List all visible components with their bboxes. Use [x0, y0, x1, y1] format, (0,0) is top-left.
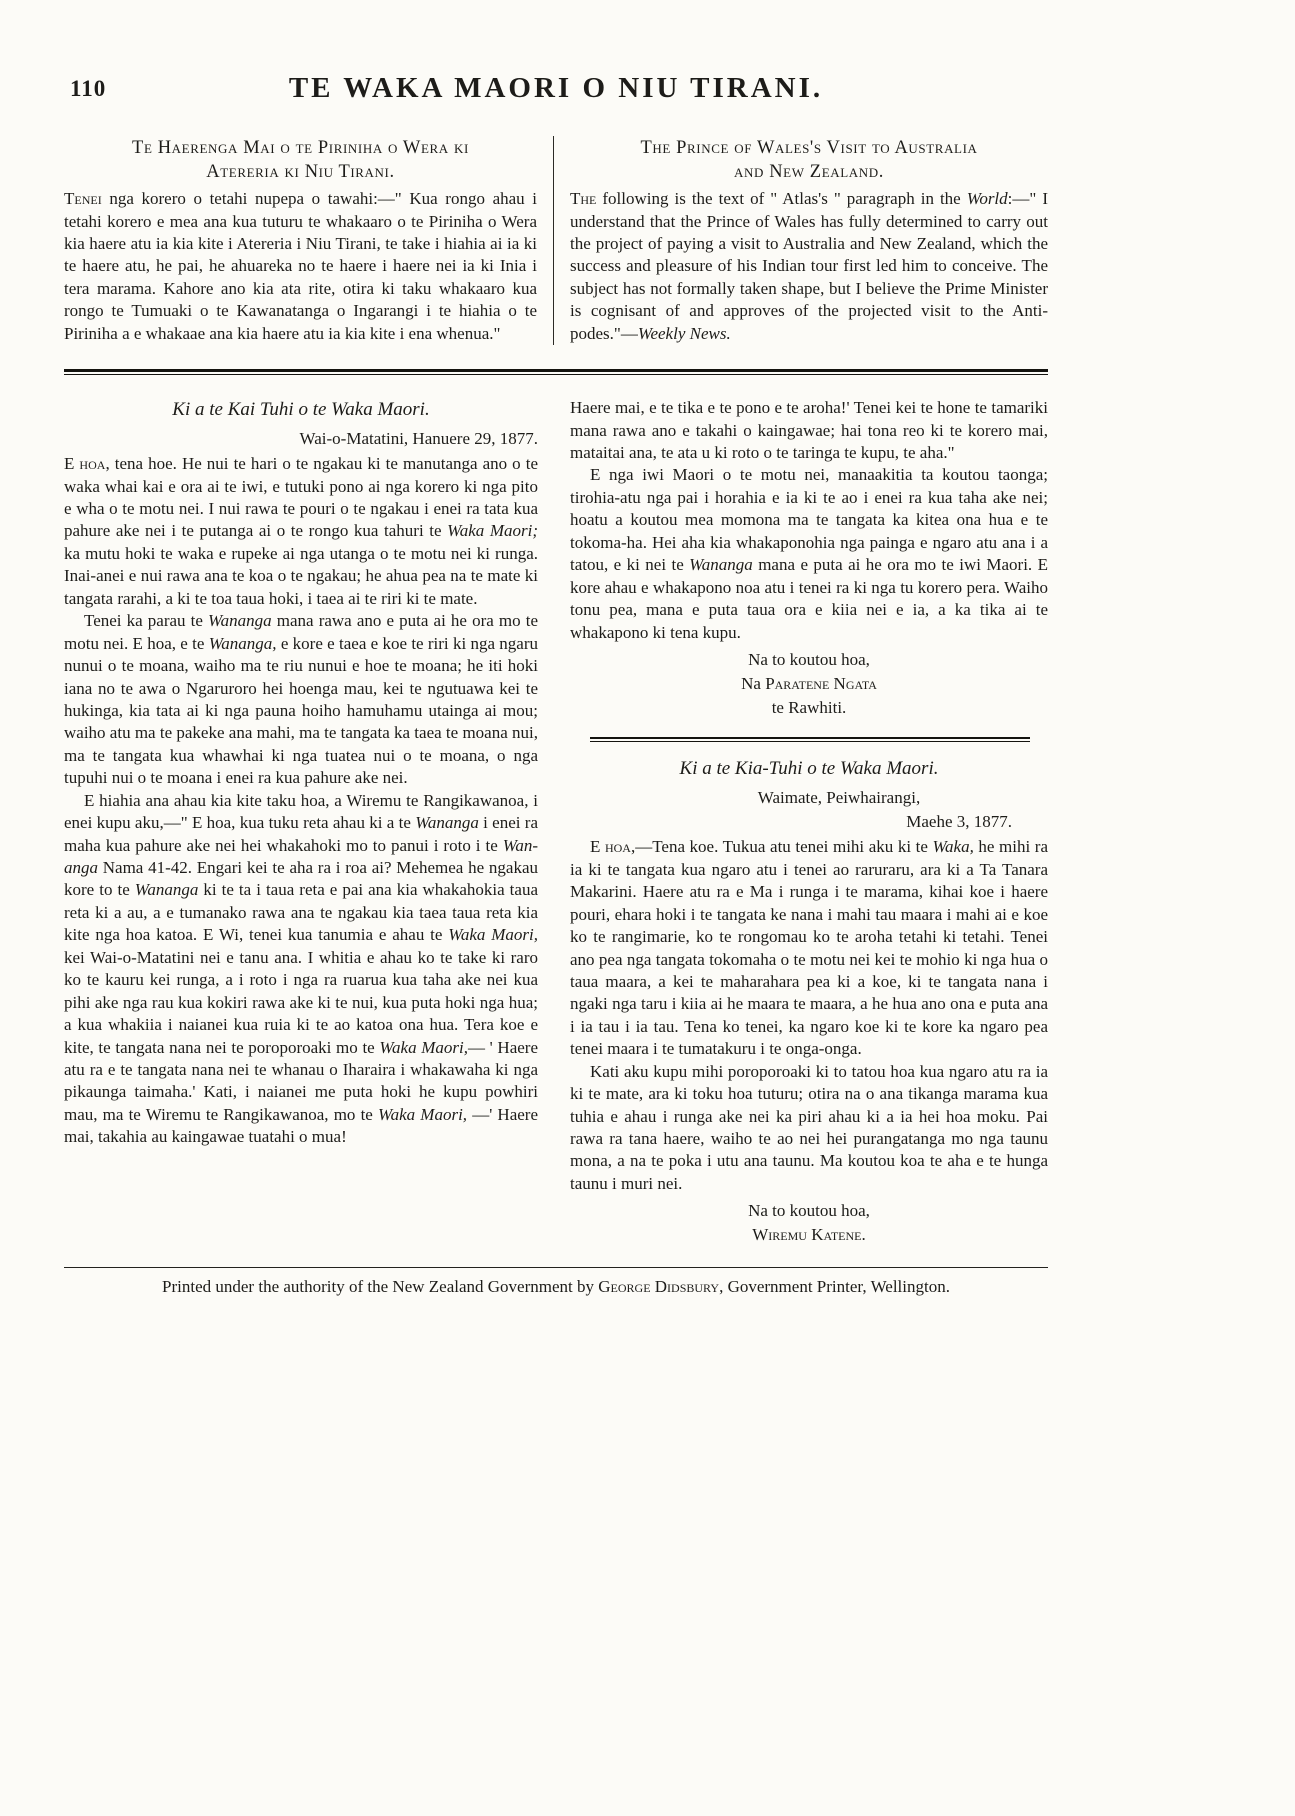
article-prince-visit-english — [554, 136, 1048, 345]
signature-name: Na Paratene Ngata — [741, 673, 877, 693]
letters-left-column — [64, 397, 554, 1149]
top-articles-section — [64, 136, 1048, 345]
letter1-paragraph: E hoa, tena hoe. He nui te hari o te ngakau ki te manutanga ano o te waka whai kai e ora ai te iwi, e tutuki pono ai nga korero ki nga pito e wha o te motu nei. I nui rawa te pouri o te ngakau i enei ra tata kua pahure ake nei i te putanga ai o te rongo kua tahuri te Waka Maori; ka mutu hoki te waka e rupeke ai nga utanga o te motu nei ki runga. Inai-anei e nui rawa ana te koa o te ngakau; he ahua pea na te mate ki tangata rarahi, a ki te toa taua hoki, i taea ai te riri ki te mate. — [64, 454, 538, 608]
section-divider-rule — [64, 369, 1048, 375]
masthead-title: TE WAKA MAORI O NIU TIRANI. — [288, 72, 824, 104]
signature-line: Na to koutou hoa, — [748, 649, 870, 669]
letter2-dateline-date: Maehe 3, 1877. — [906, 812, 1012, 832]
letter2-paragraph: E hoa,—Tena koe. Tukua atu tenei mihi aku ki te Waka, he mihi ra ia ki te tangata kua ngaro atu i tenei ao raruraru, ara ki a Ta Tanara Makarini. Haere atu ra e Ma i runga i te marama, kihai koe i haere pouri, ehara hoki i te tangata ke nana i mahi tau maara i mahi ai e koe ko te rangimarie, ko te rongomau ko te aroha tetahi ki tetahi. Tenei ano pea nga tangata tokomaha o te motu nei kei te mohio ki nga hua o taua maara, a kei te maharahara pea ki a koe, ki te tangata nana i ngaki nga taru i kiia ai he maara te maara, a he hua ano ona e puta ana i ia tau i ia tau. Tena ko tenei, ka ngaro koe ki te kore ka ngaro pea tenei maara i te tumatakuru i te onga-onga. — [570, 837, 1048, 1059]
page-number: 110 — [70, 76, 107, 101]
heading-line: Atereria ki Niu Tirani. — [206, 162, 395, 183]
signature-place: te Rawhiti. — [771, 697, 847, 717]
article-heading-english — [570, 136, 1048, 184]
page-content — [64, 0, 1048, 1297]
letter2-dateline-place: Waimate, Peiwhairangi, — [757, 788, 921, 808]
page-footer — [64, 1267, 1048, 1297]
page-header — [64, 72, 1048, 122]
letter2-paragraph: Kati aku kupu mihi poroporoaki ki to tatou hoa kua ngaro atu ra ia ki te mate, ara ki toku hoa tuturu; otira na o ana tikanga marama kua tuhia e ahau i runga ake nei ka piri ahau ki a ia hei hoa moku. Pai rawa ra tana haere, waiho te ao nei hei purangatanga mo nga taunu mona, a na te poka i utu ana taunu. Ma koutou koa te aha e te hunga taunu i muri nei. — [570, 1061, 1048, 1193]
letters-right-column — [554, 397, 1048, 1247]
imprint-line: Printed under the authority of the New Zealand Government by George Didsbury, Government Printer, Wellington. — [162, 1276, 950, 1296]
letter1-signature-block — [570, 648, 1048, 719]
letter-divider-rule — [590, 737, 1030, 742]
article-paragraph: The following is the text of " Atlas's " paragraph in the World:—" I understand that the Prince of Wales has fully determined to carry out the project of paying a visit to Australia and New Zealand, which the success and pleasure of his Indian tour first led him to conceive. The subject has not formally taken shape, but I believe the Prime Minister is cognisant of and approves of the projected visit to the Anti-podes."—Weekly News. — [570, 189, 1048, 343]
article-heading-maori — [64, 136, 537, 184]
heading-line: Te Haerenga Mai o te Piriniha o Wera ki — [132, 138, 469, 158]
letters-section — [64, 397, 1048, 1247]
article-paragraph: Tenei nga korero o tetahi nupepa o tawahi:—" Kua rongo ahau i tetahi korero e mea ana kua tuturu te whakaaro o te Piriniha o Wera kia haere atu ia kia kite i Atereria i Niu Tirani, te take i hiahia ai ia ki te haere atu, he pai, he ahuareka no te haere i haere nei ia ki Inia i tera marama. Kahore ano kia ata rite, otira ki taku whakaaro kua rongo te Tumuaki o te Kawanatanga o Ingarangi i te hiahia o te Piriniha a e whakaae ana kia haere atu ia kia kite i ena whenua." — [64, 189, 537, 343]
signature-line: Na to koutou hoa, — [748, 1201, 870, 1221]
letter1-paragraph: Tenei ka parau te Wananga mana rawa ano e puta ai he ora mo te motu nei. E hoa, e te Wananga, e kore e taea e koe te riri ki nga ngaru nunui o te moana, waiho ma te riu nunui e hoe te moana; he iti hoki iana no te awa o Ngaruroro hei hoenga mau, kei te ngutuawa kei te hukinga, kia tata ai ki nga pauna hoiho hamuhamu utainga ai mou; waiho atu ma te pakeke ana mahi, ma te tangata ka taea te moana nui, ma te tangata kua whawhai ki nga tuatea nui o te moana, o nga tupuhi nui o te moana i enei ra kua pahure ake nei. — [64, 611, 539, 788]
letter2-heading: Ki a te Kia-Tuhi o te Waka Maori. — [679, 758, 939, 780]
letter2-signature-block — [570, 1199, 1048, 1247]
letter1-continuation-paragraph: E nga iwi Maori o te motu nei, manaakitia ta koutou taonga; tirohia-atu nga pai i horahia e ia ki te ao i enei ra kua taha ake nei; hoatu a koutou mea momona ma te tangata ka kitea ona hua e te tokoma-ha. Hei aha kia whakaponohia nga painga e ngaro atu ana i a tatou, e ki nei te Wananga mana e puta ai he ora mo te iwi Maori. E kore ahau e whakapono noa atu i tenei ra ki nga tu korero pera. Waiho tonu pea, mana e puta taua ora e kiia nei e ia, a ka tika ai te whakapono ki tena kupu. — [570, 465, 1048, 642]
footer-rule — [64, 1267, 1048, 1268]
article-prince-visit-maori — [64, 136, 554, 345]
letter1-heading: Ki a te Kai Tuhi o te Waka Maori. — [172, 399, 430, 421]
letter1-dateline: Wai-o-Matatini, Hanuere 29, 1877. — [299, 429, 538, 449]
heading-line: The Prince of Wales's Visit to Australia — [640, 138, 978, 158]
heading-line: and New Zealand. — [734, 162, 884, 183]
letter1-continuation-paragraph: Haere mai, e te tika e te pono e te aroha!' Tenei kei te hone te tamariki mana rawa ano e takahi o kaingawae; hai tona reo ki te korero mai, mataitai ana, te ata u ki roto o te taringa te kupu, te aha." — [570, 398, 1048, 463]
letter1-paragraph: E hiahia ana ahau kia kite taku hoa, a Wiremu te Rangikawanoa, i enei kupu aku,—" E hoa, kua tuku reta ahau ki a te Wananga i enei ra maha kua pahure ake nei hei whakahoki mo to panui i roto i te Wan-anga Nama 41-42. Engari kei te aha ra i roa ai? Mehemea he ngakau kore to te Wananga ki te ta i taua reta e pai ana kia whakahokia taua reta ki a au, a e tumanako rawa ana te ngakau kia taea taua reta kia kite nga hoa katoa. E Wi, tenei kua tanumia e ahau te Waka Maori, kei Wai-o-Matatini nei e tanu ana. I whitia e ahau ko te take ki raro ko te kauru kei runga, a i roto i nga ra ruarua kua taha ake nei kua pihi ake nga rau kua kokiri rawa ake ki te nui, kua puta hoki nga hua; a kua whakiia i naianei kua ruia ki te ao katoa ona hua. Tera koe e kite, te tangata nana nei te poroporoaki mo te Waka Maori,— ' Haere atu ra e te tangata nana nei te whanau o Iharaira i whakawaha ki nga pikaunga taimaha.' Kati, i naianei me puta hoki he kupu powhiri mau, ma te Wiremu te Rangikawanoa, mo te Waka Maori, —' Haere mai, takahia au kaingawae tuatahi o mua! — [64, 790, 539, 1147]
signature-name: Wiremu Katene. — [752, 1225, 866, 1245]
